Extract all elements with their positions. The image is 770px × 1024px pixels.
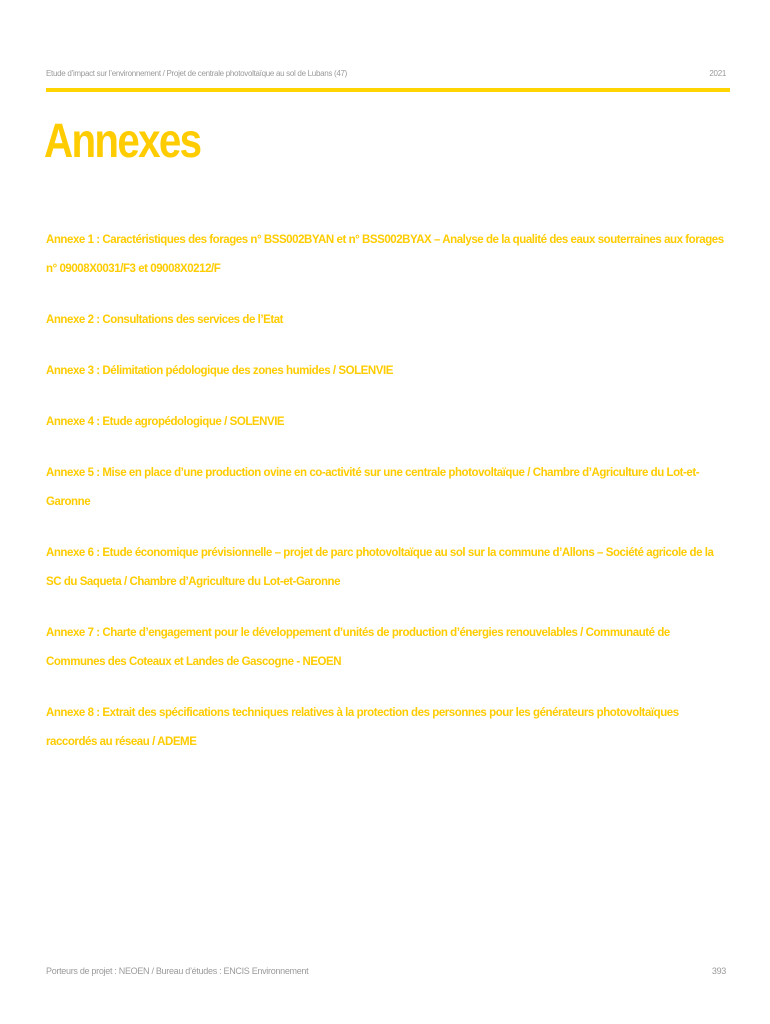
header-year: 2021 — [709, 69, 726, 78]
annex-list — [46, 226, 726, 779]
annex-item-2: Annexe 2 : Consultations des services de l’Etat — [46, 314, 284, 326]
running-title: Etude d’impact sur l’environnement / Projet de centrale photovoltaïque au sol de Lubans (47) — [46, 69, 348, 78]
page-number: 393 — [711, 966, 726, 976]
page-footer — [46, 966, 726, 980]
annex-item-1: Annexe 1 : Caractéristiques des forages n° BSS002BYAN et n° BSS002BYAX – Analyse de la qualité des eaux souterraines aux forages n° 09008X0031/F3 et 09008X0212/F — [46, 234, 724, 275]
annex-item-8: Annexe 8 : Extrait des spécifications techniques relatives à la protection des personnes pour les générateurs photovoltaïques raccordés au réseau / ADEME — [46, 707, 679, 748]
annex-item-5: Annexe 5 : Mise en place d’une production ovine en co-activité sur une centrale photovoltaïque / Chambre d’Agriculture du Lot-et-Garonne — [46, 467, 700, 508]
page-header — [46, 69, 726, 83]
page-title: Annexes — [44, 115, 201, 168]
header-rule — [46, 88, 730, 92]
annex-item-6: Annexe 6 : Etude économique prévisionnelle – projet de parc photovoltaïque au sol sur la commune d’Allons – Société agricole de la SC du Saqueta / Chambre d’Agriculture du Lot-et-Garonne — [46, 547, 714, 588]
annex-item-4: Annexe 4 : Etude agropédologique / SOLENVIE — [46, 416, 285, 428]
annex-item-3: Annexe 3 : Délimitation pédologique des zones humides / SOLENVIE — [46, 365, 393, 377]
annex-item-7: Annexe 7 : Charte d’engagement pour le développement d’unités de production d’énergies renouvelables / Communauté de Communes des Coteaux et Landes de Gascogne - NEOEN — [46, 627, 670, 668]
footer-credits: Porteurs de projet : NEOEN / Bureau d’études : ENCIS Environnement — [46, 966, 309, 976]
